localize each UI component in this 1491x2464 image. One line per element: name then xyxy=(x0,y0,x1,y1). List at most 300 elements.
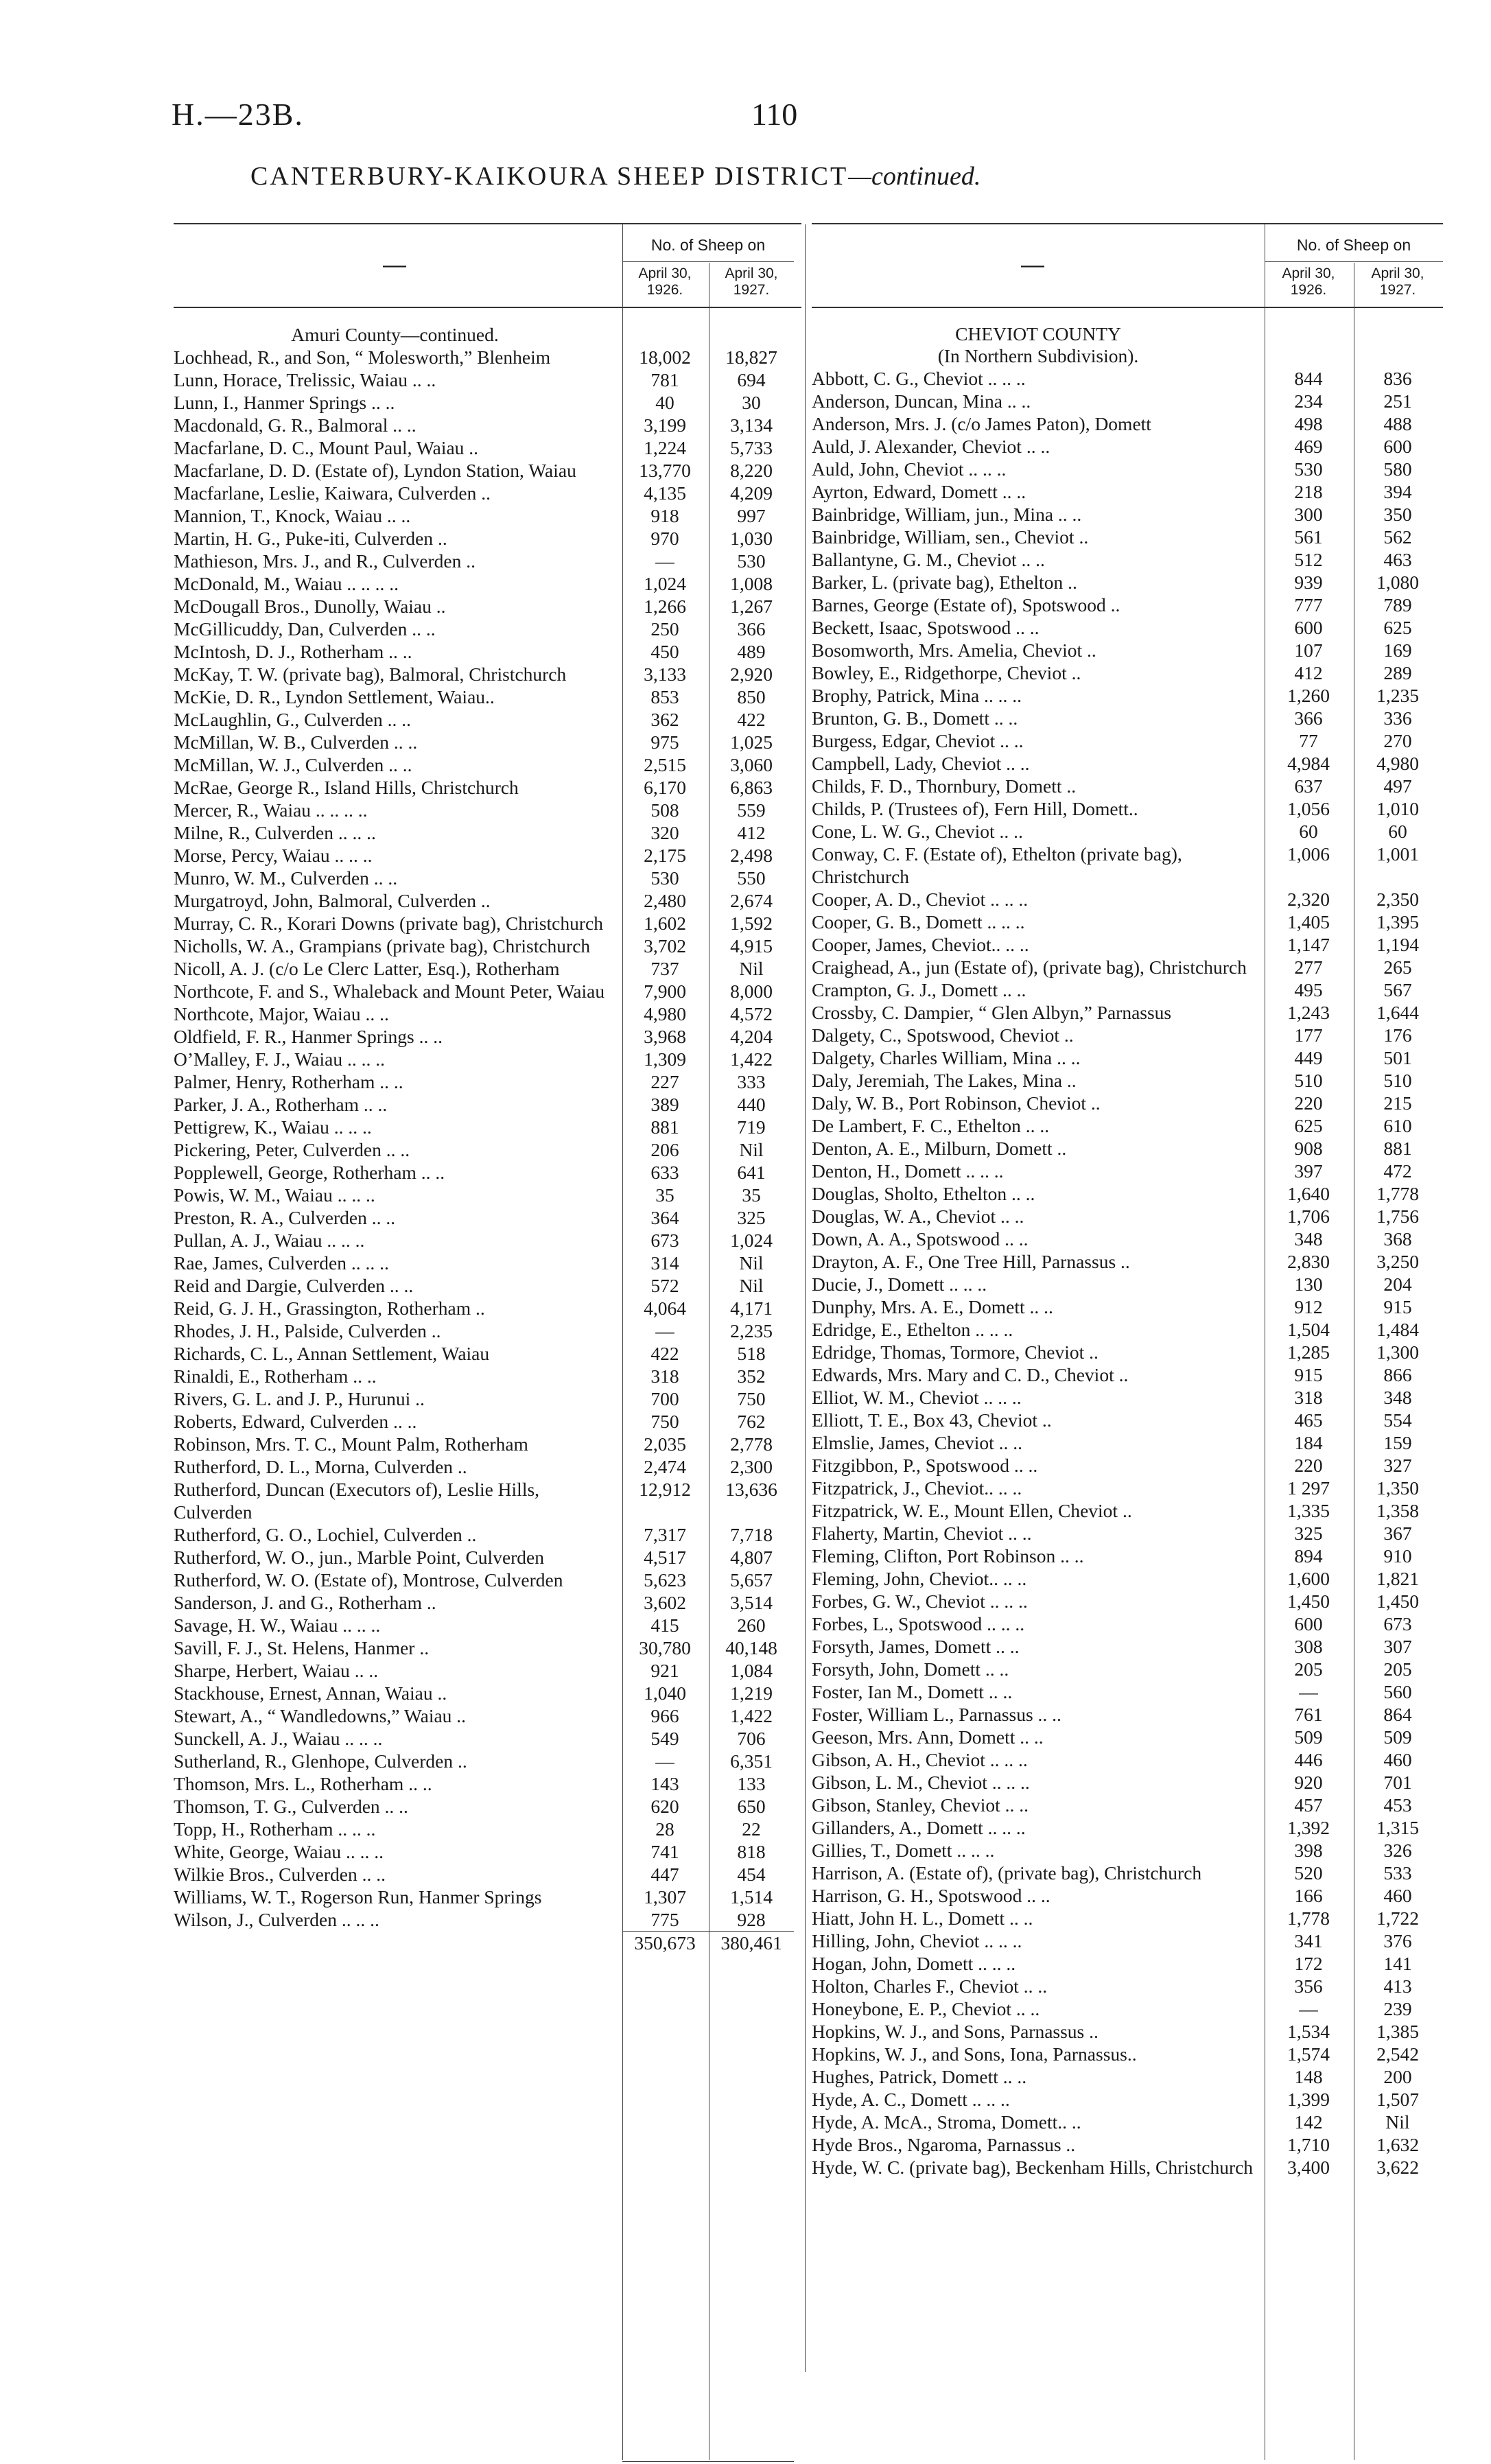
sheep-1927: 3,514 xyxy=(730,1592,773,1613)
sheep-1927: 326 xyxy=(1383,1840,1412,1861)
table-row xyxy=(812,1952,1443,1975)
holder-name: Rutherford, Duncan (Executors of), Leslie Hills, Culverden xyxy=(174,1479,540,1523)
table-row xyxy=(174,685,801,708)
table-row xyxy=(812,1341,1443,1363)
sheep-1926: 1,602 xyxy=(644,913,686,934)
sheep-1927: 18,827 xyxy=(725,347,777,368)
holder-name: Edwards, Mrs. Mary and C. D., Cheviot .. xyxy=(812,1364,1129,1385)
sheep-1927: 2,542 xyxy=(1376,2043,1419,2065)
sheep-1926: 1,224 xyxy=(644,437,686,458)
sheep-1927: 1,084 xyxy=(730,1660,773,1681)
table-row xyxy=(174,1319,801,1342)
holder-name: McDougall Bros., Dunolly, Waiau .. xyxy=(174,596,446,617)
holder-name: Douglas, W. A., Cheviot .. .. xyxy=(812,1206,1024,1227)
sheep-1927: 1,315 xyxy=(1376,1817,1419,1838)
holder-name: Gibson, L. M., Cheviot .. .. .. xyxy=(812,1772,1030,1793)
table-row xyxy=(812,1114,1443,1137)
holder-name: McRae, George R., Island Hills, Christchurch xyxy=(174,777,519,798)
sheep-1926: 1,778 xyxy=(1287,1908,1330,1929)
sheep-1927: 518 xyxy=(737,1343,766,1364)
holder-name: Rivers, G. L. and J. P., Hurunui .. xyxy=(174,1388,425,1409)
table-row xyxy=(812,1748,1443,1771)
sheep-1927: 4,171 xyxy=(730,1298,773,1319)
sheep-1927: 1,821 xyxy=(1376,1568,1419,1589)
sheep-1927: 488 xyxy=(1383,413,1412,434)
sheep-1926: 495 xyxy=(1294,979,1323,1000)
holder-name: Murray, C. R., Korari Downs (private bag), Christchurch xyxy=(174,913,603,934)
sheep-1926: 975 xyxy=(650,731,679,753)
year-1926-heading: April 30, 1926. xyxy=(1282,266,1335,298)
sheep-1926: — xyxy=(1299,1681,1318,1702)
sheep-1927: 215 xyxy=(1383,1092,1412,1114)
sheep-1927: 327 xyxy=(1383,1455,1412,1476)
sheep-1926: 777 xyxy=(1294,594,1323,615)
sheep-1926: — xyxy=(655,1750,674,1772)
sheep-1926: 844 xyxy=(1294,368,1323,389)
holder-name: Lochhead, R., and Son, “ Molesworth,” Blenheim xyxy=(174,347,551,368)
holder-name: Ballantyne, G. M., Cheviot .. .. xyxy=(812,549,1045,570)
holder-name: Hyde, A. C., Domett .. .. .. xyxy=(812,2089,1010,2110)
holder-name: Dalgety, C., Spotswood, Cheviot .. xyxy=(812,1024,1074,1046)
table-row xyxy=(812,933,1443,956)
holder-name: Wilkie Bros., Culverden .. .. xyxy=(174,1864,386,1885)
sheep-1927: 376 xyxy=(1383,1930,1412,1951)
holder-name: Dunphy, Mrs. A. E., Domett .. .. xyxy=(812,1296,1053,1317)
holder-name: Nicoll, A. J. (c/o Le Clerc Latter, Esq.), Rotherham xyxy=(174,958,560,979)
sheep-1926: 356 xyxy=(1294,1975,1323,1997)
sheep-1927: 40,148 xyxy=(725,1637,777,1658)
table-row xyxy=(174,776,801,799)
table-row xyxy=(812,1001,1443,1024)
table-row xyxy=(812,1884,1443,1907)
sheep-1927: 205 xyxy=(1383,1658,1412,1680)
left-column xyxy=(174,223,801,1954)
holder-name: Hopkins, W. J., and Sons, Parnassus .. xyxy=(812,2021,1099,2042)
sheep-1926: 143 xyxy=(650,1773,679,1794)
sheep-1926: 457 xyxy=(1294,1794,1323,1816)
sheep-1927: 440 xyxy=(737,1094,766,1115)
holder-name: Macfarlane, D. C., Mount Paul, Waiau .. xyxy=(174,437,479,458)
holder-name: Daly, W. B., Port Robinson, Cheviot .. xyxy=(812,1092,1101,1114)
table-row xyxy=(812,503,1443,526)
sheep-1926: 970 xyxy=(650,528,679,549)
sheep-1926: 172 xyxy=(1294,1953,1323,1974)
holder-name: Preston, R. A., Culverden .. .. xyxy=(174,1207,396,1228)
sheep-1926: 5,623 xyxy=(644,1569,686,1591)
sheep-1926: 750 xyxy=(650,1411,679,1432)
sheep-1926: 741 xyxy=(650,1841,679,1862)
holder-name: Fitzgibbon, P., Spotswood .. .. xyxy=(812,1455,1038,1476)
table-row xyxy=(174,482,801,504)
sheep-1927: 1,219 xyxy=(730,1682,773,1704)
sheep-1926: 1,024 xyxy=(644,573,686,594)
table-row xyxy=(812,752,1443,775)
sheep-1927: 251 xyxy=(1383,390,1412,412)
sheep-1927: Nil xyxy=(739,958,764,979)
sheep-1926: 512 xyxy=(1294,549,1323,570)
holder-name: Edridge, E., Ethelton .. .. .. xyxy=(812,1319,1013,1340)
table-row xyxy=(812,1477,1443,1499)
holder-name: McKay, T. W. (private bag), Balmoral, Christchurch xyxy=(174,664,567,685)
sheep-1926: 412 xyxy=(1294,662,1323,683)
table-row xyxy=(174,1636,801,1659)
table-row xyxy=(174,1093,801,1116)
holder-name: Brunton, G. B., Domett .. .. xyxy=(812,707,1018,729)
table-row xyxy=(812,1522,1443,1545)
sheep-1926: 498 xyxy=(1294,413,1323,434)
sheep-1926: 205 xyxy=(1294,1658,1323,1680)
sheep-1927: 6,863 xyxy=(730,777,773,798)
holder-name: McMillan, W. J., Culverden .. .. xyxy=(174,754,412,775)
sheep-1927: 1,001 xyxy=(1376,843,1419,865)
section-heading-cheviot: CHEVIOT COUNTY xyxy=(955,323,1121,344)
sheep-1926: 2,830 xyxy=(1287,1251,1330,1272)
holder-name: Bainbridge, William, jun., Mina .. .. xyxy=(812,504,1082,525)
holder-name: Wilson, J., Culverden .. .. .. xyxy=(174,1909,379,1930)
sheep-1927: 510 xyxy=(1383,1070,1412,1091)
table-row xyxy=(174,1342,801,1365)
holder-name: Pickering, Peter, Culverden .. .. xyxy=(174,1139,410,1160)
sheep-1927: 864 xyxy=(1383,1704,1412,1725)
sheep-1927: 368 xyxy=(1383,1228,1412,1249)
sheep-1926: 1,147 xyxy=(1287,934,1330,955)
table-row xyxy=(812,1862,1443,1884)
holder-name: Northcote, Major, Waiau .. .. xyxy=(174,1003,389,1024)
holder-name: Crampton, G. J., Domett .. .. xyxy=(812,979,1026,1000)
holder-name: Murgatroyd, John, Balmoral, Culverden .. xyxy=(174,890,491,911)
sheep-1926: 1,399 xyxy=(1287,2089,1330,2110)
sheep-1926: 620 xyxy=(650,1796,679,1817)
sheep-1926: 1,040 xyxy=(644,1682,686,1704)
sheep-1927: 560 xyxy=(1383,1681,1412,1702)
holder-name: Drayton, A. F., One Tree Hill, Parnassus .. xyxy=(812,1251,1130,1272)
sheep-1926: 220 xyxy=(1294,1455,1323,1476)
sheep-1927: 554 xyxy=(1383,1409,1412,1431)
table-row xyxy=(174,1546,801,1569)
sheep-1926: 912 xyxy=(1294,1296,1323,1317)
table-row xyxy=(812,435,1443,458)
table-row xyxy=(812,2133,1443,2156)
sheep-1926: 206 xyxy=(650,1139,679,1160)
holder-name: Cone, L. W. G., Cheviot .. .. xyxy=(812,821,1023,842)
sheep-1926: 915 xyxy=(1294,1364,1323,1385)
sheep-1927: 7,718 xyxy=(730,1524,773,1545)
table-row xyxy=(174,1704,801,1727)
table-row xyxy=(174,889,801,912)
sheep-1926: 3,199 xyxy=(644,414,686,436)
sheep-1926: 148 xyxy=(1294,2066,1323,2087)
holder-name: McDonald, M., Waiau .. .. .. .. xyxy=(174,573,399,594)
table-row xyxy=(812,1205,1443,1228)
sheep-1927: 1,358 xyxy=(1376,1500,1419,1521)
sheep-1927: 706 xyxy=(737,1728,766,1749)
table-row xyxy=(812,797,1443,820)
sheep-1926: 549 xyxy=(650,1728,679,1749)
holder-name: Fleming, John, Cheviot.. .. .. xyxy=(812,1568,1027,1589)
holder-name: Barker, L. (private bag), Ethelton .. xyxy=(812,572,1077,593)
sheep-1926: 1,405 xyxy=(1287,911,1330,932)
table-row xyxy=(174,618,801,640)
sheep-1926: 737 xyxy=(650,958,679,979)
sheep-1926: 1,392 xyxy=(1287,1817,1330,1838)
sheep-1926: 520 xyxy=(1294,1862,1323,1884)
sheep-1927: 422 xyxy=(737,709,766,730)
sheep-1926: 921 xyxy=(650,1660,679,1681)
sheep-1926: 397 xyxy=(1294,1160,1323,1182)
section-heading-amuri: Amuri County—continued. xyxy=(291,324,499,345)
sheep-1926: — xyxy=(655,550,674,572)
table-row xyxy=(812,390,1443,412)
table-row xyxy=(174,1252,801,1274)
holder-name: Hogan, John, Domett .. .. .. xyxy=(812,1953,1016,1974)
table-row xyxy=(812,594,1443,616)
sheep-1926: 2,515 xyxy=(644,754,686,775)
sheep-1927: 489 xyxy=(737,641,766,662)
holder-name: Robinson, Mrs. T. C., Mount Palm, Rotherham xyxy=(174,1433,528,1455)
holder-name: Campbell, Lady, Cheviot .. .. xyxy=(812,753,1030,774)
sheep-1926: 130 xyxy=(1294,1274,1323,1295)
sheep-1926: 1,534 xyxy=(1287,2021,1330,2042)
sheep-1926: 220 xyxy=(1294,1092,1323,1114)
table-row xyxy=(812,1680,1443,1703)
sheep-1926: 234 xyxy=(1294,390,1323,412)
sheep-1926: 920 xyxy=(1294,1772,1323,1793)
table-row xyxy=(174,572,801,595)
holder-name: Flaherty, Martin, Cheviot .. .. xyxy=(812,1523,1032,1544)
sheep-1927: 1,024 xyxy=(730,1230,773,1251)
holder-name: Savill, F. J., St. Helens, Hanmer .. xyxy=(174,1637,430,1658)
holder-name: Hyde Bros., Ngaroma, Parnassus .. xyxy=(812,2134,1076,2155)
sheep-1927: 3,134 xyxy=(730,414,773,436)
table-row xyxy=(812,729,1443,752)
holder-name: Forsyth, John, Domett .. .. xyxy=(812,1658,1009,1680)
sheep-1927: 719 xyxy=(737,1116,766,1138)
sheep-1926: 366 xyxy=(1294,707,1323,729)
table-row xyxy=(812,367,1443,390)
sheep-1927: 333 xyxy=(737,1071,766,1092)
table-row xyxy=(812,956,1443,978)
sheep-1926: 7,317 xyxy=(644,1524,686,1545)
holder-name: Rhodes, J. H., Palside, Culverden .. xyxy=(174,1320,441,1341)
table-row xyxy=(174,527,801,550)
table-row xyxy=(174,346,801,368)
sheep-1926: 561 xyxy=(1294,526,1323,548)
year-1927-heading: April 30, 1927. xyxy=(725,266,778,298)
holder-name: Rutherford, W. O., jun., Marble Point, Culverden xyxy=(174,1547,545,1568)
holder-name: Morse, Percy, Waiau .. .. .. xyxy=(174,845,373,866)
sheep-1926: 218 xyxy=(1294,481,1323,502)
sheep-1927: 4,807 xyxy=(730,1547,773,1568)
sheep-1926: 530 xyxy=(650,867,679,889)
table-row xyxy=(812,2020,1443,2043)
table-row xyxy=(812,1228,1443,1250)
sheep-1926: 320 xyxy=(650,822,679,843)
sheep-1926: 1,006 xyxy=(1287,843,1330,865)
table-row xyxy=(812,1997,1443,2020)
sheep-1926: 308 xyxy=(1294,1636,1323,1657)
table-row xyxy=(174,1138,801,1161)
sheep-1927: 336 xyxy=(1383,707,1412,729)
sheep-1927: 1,507 xyxy=(1376,2089,1419,2110)
sheep-1927: 1,484 xyxy=(1376,1319,1419,1340)
table-row xyxy=(174,436,801,459)
sheep-1926: 1,266 xyxy=(644,596,686,617)
holder-name: Mercer, R., Waiau .. .. .. .. xyxy=(174,799,368,821)
table-row xyxy=(174,1840,801,1863)
sheep-1926: 447 xyxy=(650,1864,679,1885)
holder-name: Elliot, W. M., Cheviot .. .. .. xyxy=(812,1387,1022,1408)
table-row xyxy=(174,595,801,618)
sheep-1927: 1,756 xyxy=(1376,1206,1419,1227)
sheep-1927: 260 xyxy=(737,1615,766,1636)
sheep-1926: 2,035 xyxy=(644,1433,686,1455)
holder-name: Sharpe, Herbert, Waiau .. .. xyxy=(174,1660,379,1681)
sheep-1927: 413 xyxy=(1383,1975,1412,1997)
table-row xyxy=(812,1658,1443,1680)
sheep-1927: Nil xyxy=(739,1252,764,1274)
sheep-1926: 1,504 xyxy=(1287,1319,1330,1340)
table-row xyxy=(174,1569,801,1591)
sheep-1927: 270 xyxy=(1383,730,1412,751)
table-row xyxy=(174,1433,801,1455)
sheep-1926: 142 xyxy=(1294,2111,1323,2133)
sheep-1927: 818 xyxy=(737,1841,766,1862)
holder-name: Thomson, Mrs. L., Rotherham .. .. xyxy=(174,1773,432,1794)
sheep-1926: 107 xyxy=(1294,640,1323,661)
table-row xyxy=(174,912,801,935)
sheep-1927: 3,250 xyxy=(1376,1251,1419,1272)
table-row xyxy=(812,2156,1443,2179)
holder-name: White, George, Waiau .. .. .. xyxy=(174,1841,384,1862)
table-row xyxy=(174,1002,801,1025)
total-1927: 380,461 xyxy=(720,1932,782,1953)
sheep-1927: 928 xyxy=(737,1909,766,1930)
sheep-1926: 1,056 xyxy=(1287,798,1330,819)
sheep-1926: 469 xyxy=(1294,436,1323,457)
holder-name: Bowley, E., Ridgethorpe, Cheviot .. xyxy=(812,662,1081,683)
table-row xyxy=(174,504,801,527)
sheep-1927: 694 xyxy=(737,369,766,390)
sheep-1927: 997 xyxy=(737,505,766,526)
holder-name: Hopkins, W. J., and Sons, Iona, Parnassus.. xyxy=(812,2043,1137,2065)
sheep-1926: 30,780 xyxy=(639,1637,691,1658)
name-column-heading: — xyxy=(383,252,406,278)
holder-name: Sutherland, R., Glenhope, Culverden .. xyxy=(174,1750,467,1772)
holder-name: Richards, C. L., Annan Settlement, Waiau xyxy=(174,1343,490,1364)
sheep-1926: 894 xyxy=(1294,1545,1323,1567)
sheep-1926: 3,400 xyxy=(1287,2157,1330,2178)
holder-name: Oldfield, F. R., Hanmer Springs .. .. xyxy=(174,1026,443,1047)
sheep-1927: 850 xyxy=(737,686,766,707)
sheep-1926: 6,170 xyxy=(644,777,686,798)
sheep-1927: 1,008 xyxy=(730,573,773,594)
table-row xyxy=(812,1771,1443,1794)
sheep-1927: 3,622 xyxy=(1376,2157,1419,2178)
sheep-1926: 2,480 xyxy=(644,890,686,911)
table-row xyxy=(812,1024,1443,1046)
sheep-1927: 1,025 xyxy=(730,731,773,753)
sheep-1927: 4,572 xyxy=(730,1003,773,1024)
table-row xyxy=(174,1682,801,1704)
table-row xyxy=(174,1455,801,1478)
sheep-1927: 463 xyxy=(1383,549,1412,570)
holder-name: Mathieson, Mrs. J., and R., Culverden .. xyxy=(174,550,476,572)
document-reference: H.—23B. xyxy=(172,97,304,132)
sheep-1927: 367 xyxy=(1383,1523,1412,1544)
holder-name: Foster, William L., Parnassus .. .. xyxy=(812,1704,1061,1725)
sheep-1926: 13,770 xyxy=(639,460,691,481)
table-row xyxy=(812,1929,1443,1952)
table-row xyxy=(812,978,1443,1001)
holder-name: Dalgety, Charles William, Mina .. .. xyxy=(812,1047,1081,1068)
table-row xyxy=(812,1431,1443,1454)
table-row xyxy=(174,980,801,1002)
holder-name: Hughes, Patrick, Domett .. .. xyxy=(812,2066,1027,2087)
sheep-1927: 915 xyxy=(1383,1296,1412,1317)
sheep-1927: 1,010 xyxy=(1376,798,1419,819)
sheep-1927: 1,644 xyxy=(1376,1002,1419,1023)
table-row xyxy=(174,1297,801,1319)
holder-name: Pettigrew, K., Waiau .. .. .. xyxy=(174,1116,372,1138)
table-row xyxy=(174,1795,801,1818)
sheep-1926: 250 xyxy=(650,618,679,640)
sheep-1927: 2,920 xyxy=(730,664,773,685)
table-row xyxy=(174,391,801,414)
sheep-1927: 509 xyxy=(1383,1726,1412,1748)
sheep-1926: 362 xyxy=(650,709,679,730)
sheep-1926: 2,320 xyxy=(1287,889,1330,910)
sheep-1927: 239 xyxy=(1383,1998,1412,2019)
sheep-1927: 1,267 xyxy=(730,596,773,617)
sheep-1926: 4,980 xyxy=(644,1003,686,1024)
holder-name: McKie, D. R., Lyndon Settlement, Waiau.. xyxy=(174,686,495,707)
holder-name: Forbes, L., Spotswood .. .. .. xyxy=(812,1613,1025,1634)
sheep-1926: 4,064 xyxy=(644,1298,686,1319)
sheep-count-heading: No. of Sheep on xyxy=(1265,228,1443,262)
table-row xyxy=(812,684,1443,707)
table-row xyxy=(174,414,801,436)
holder-name: Forsyth, James, Domett .. .. xyxy=(812,1636,1020,1657)
table-row xyxy=(812,1182,1443,1205)
table-row xyxy=(174,1886,801,1908)
sheep-1927: 1,235 xyxy=(1376,685,1419,706)
sheep-1927: 350 xyxy=(1383,504,1412,525)
table-row xyxy=(812,775,1443,797)
holder-name: Honeybone, E. P., Cheviot .. .. xyxy=(812,1998,1040,2019)
sheep-1926: 700 xyxy=(650,1388,679,1409)
page-title: CANTERBURY-KAIKOURA SHEEP DISTRICT—continued. xyxy=(250,162,981,191)
holder-name: Fitzpatrick, W. E., Mount Ellen, Cheviot .. xyxy=(812,1500,1132,1521)
table-row xyxy=(812,526,1443,548)
sheep-1926: 1,450 xyxy=(1287,1591,1330,1612)
table-row xyxy=(812,707,1443,729)
table-row xyxy=(812,1295,1443,1318)
table-row xyxy=(174,1614,801,1636)
sheep-1927: 533 xyxy=(1383,1862,1412,1884)
sheep-1927: 8,220 xyxy=(730,460,773,481)
holder-name: Hyde, W. C. (private bag), Beckenham Hills, Christchurch xyxy=(812,2157,1254,2178)
holder-name: Childs, F. D., Thornbury, Domett .. xyxy=(812,775,1077,797)
holder-name: Sanderson, J. and G., Rotherham .. xyxy=(174,1592,436,1613)
sheep-1927: 204 xyxy=(1383,1274,1412,1295)
table-row xyxy=(812,1703,1443,1726)
holder-name: Rutherford, D. L., Morna, Culverden .. xyxy=(174,1456,467,1477)
holder-name: Rutherford, G. O., Lochiel, Culverden .. xyxy=(174,1524,477,1545)
sheep-1927: 5,657 xyxy=(730,1569,773,1591)
table-row xyxy=(174,753,801,776)
table-row xyxy=(174,368,801,391)
sheep-1927: 460 xyxy=(1383,1885,1412,1906)
